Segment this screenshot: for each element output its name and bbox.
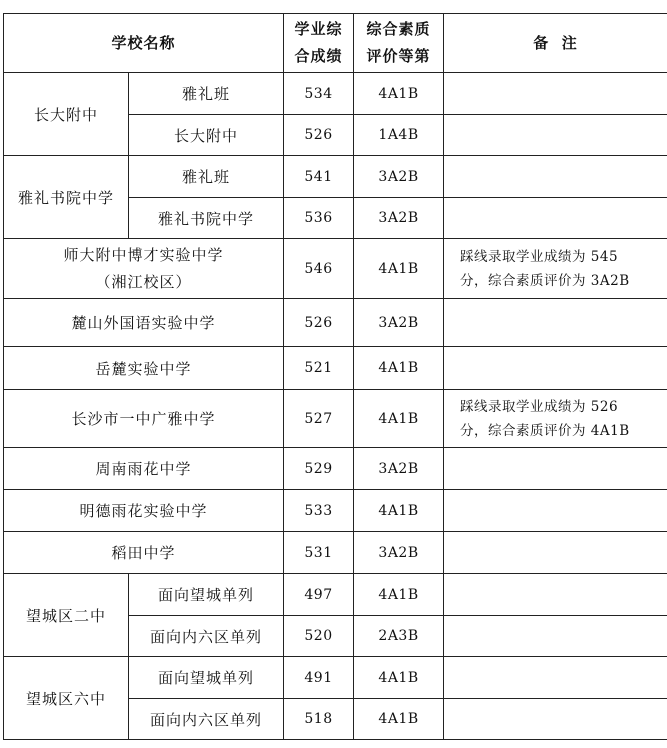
note-cell (444, 73, 667, 115)
grade-cell: 3A2B (354, 299, 444, 347)
school-sub-name: 面向内六区单列 (129, 699, 284, 740)
score-cell: 541 (284, 156, 354, 198)
school-sub-name: 长大附中 (129, 115, 284, 156)
school-name: 明德雨花实验中学 (4, 490, 284, 532)
school-group-name: 望城区二中 (4, 574, 129, 657)
grade-cell: 1A4B (354, 115, 444, 156)
school-name: 周南雨花中学 (4, 448, 284, 490)
note-cell (444, 616, 667, 657)
note-cell (444, 156, 667, 198)
grade-cell: 4A1B (354, 490, 444, 532)
grade-cell: 3A2B (354, 156, 444, 198)
header-note: 备 注 (444, 14, 667, 73)
school-group-name: 长大附中 (4, 73, 129, 156)
table-row (4, 73, 667, 115)
score-cell: 529 (284, 448, 354, 490)
header-grade: 综合素质 评价等第 (354, 14, 444, 73)
grade-cell: 4A1B (354, 73, 444, 115)
grade-cell: 3A2B (354, 448, 444, 490)
table-row (4, 390, 667, 448)
score-cell: 526 (284, 115, 354, 156)
grade-cell: 4A1B (354, 699, 444, 740)
admission-table (3, 13, 667, 740)
note-cell (444, 299, 667, 347)
school-name: 麓山外国语实验中学 (4, 299, 284, 347)
score-cell: 497 (284, 574, 354, 616)
score-cell: 531 (284, 532, 354, 574)
note-cell (444, 532, 667, 574)
score-cell: 536 (284, 198, 354, 239)
table-row (4, 156, 667, 198)
school-sub-name: 面向内六区单列 (129, 616, 284, 657)
note-cell (444, 699, 667, 740)
grade-cell: 3A2B (354, 532, 444, 574)
table-row (4, 490, 667, 532)
note-cell (444, 347, 667, 390)
table-row (4, 532, 667, 574)
school-sub-name: 面向望城单列 (129, 657, 284, 699)
school-name: 岳麓实验中学 (4, 347, 284, 390)
note-cell (444, 574, 667, 616)
table-row (4, 657, 667, 699)
header-score: 学业综 合成绩 (284, 14, 354, 73)
score-cell: 526 (284, 299, 354, 347)
school-name: 长沙市一中广雅中学 (4, 390, 284, 448)
table-row (4, 239, 667, 299)
school-group-name: 雅礼书院中学 (4, 156, 129, 239)
score-cell: 527 (284, 390, 354, 448)
grade-cell: 2A3B (354, 616, 444, 657)
header-school: 学校名称 (4, 14, 284, 73)
table-row (4, 347, 667, 390)
school-sub-name: 面向望城单列 (129, 574, 284, 616)
school-name: 师大附中博才实验中学 （湘江校区） (4, 239, 284, 299)
grade-cell: 3A2B (354, 198, 444, 239)
grade-cell: 4A1B (354, 574, 444, 616)
note-cell (444, 448, 667, 490)
grade-cell: 4A1B (354, 657, 444, 699)
school-name: 稻田中学 (4, 532, 284, 574)
school-group-name: 望城区六中 (4, 657, 129, 740)
note-cell (444, 657, 667, 699)
table-row (4, 448, 667, 490)
grade-cell: 4A1B (354, 390, 444, 448)
school-sub-name: 雅礼班 (129, 73, 284, 115)
school-sub-name: 雅礼班 (129, 156, 284, 198)
school-sub-name: 雅礼书院中学 (129, 198, 284, 239)
header-row (4, 14, 667, 73)
score-cell: 534 (284, 73, 354, 115)
note-cell (444, 198, 667, 239)
score-cell: 521 (284, 347, 354, 390)
note-cell: 踩线录取学业成绩为 526 分，综合素质评价为 4A1B (444, 390, 667, 448)
score-cell: 518 (284, 699, 354, 740)
note-cell (444, 490, 667, 532)
grade-cell: 4A1B (354, 347, 444, 390)
score-cell: 546 (284, 239, 354, 299)
table-row (4, 299, 667, 347)
score-cell: 520 (284, 616, 354, 657)
note-cell (444, 115, 667, 156)
score-cell: 491 (284, 657, 354, 699)
note-cell: 踩线录取学业成绩为 545 分，综合素质评价为 3A2B (444, 239, 667, 299)
grade-cell: 4A1B (354, 239, 444, 299)
score-cell: 533 (284, 490, 354, 532)
table-row (4, 574, 667, 616)
